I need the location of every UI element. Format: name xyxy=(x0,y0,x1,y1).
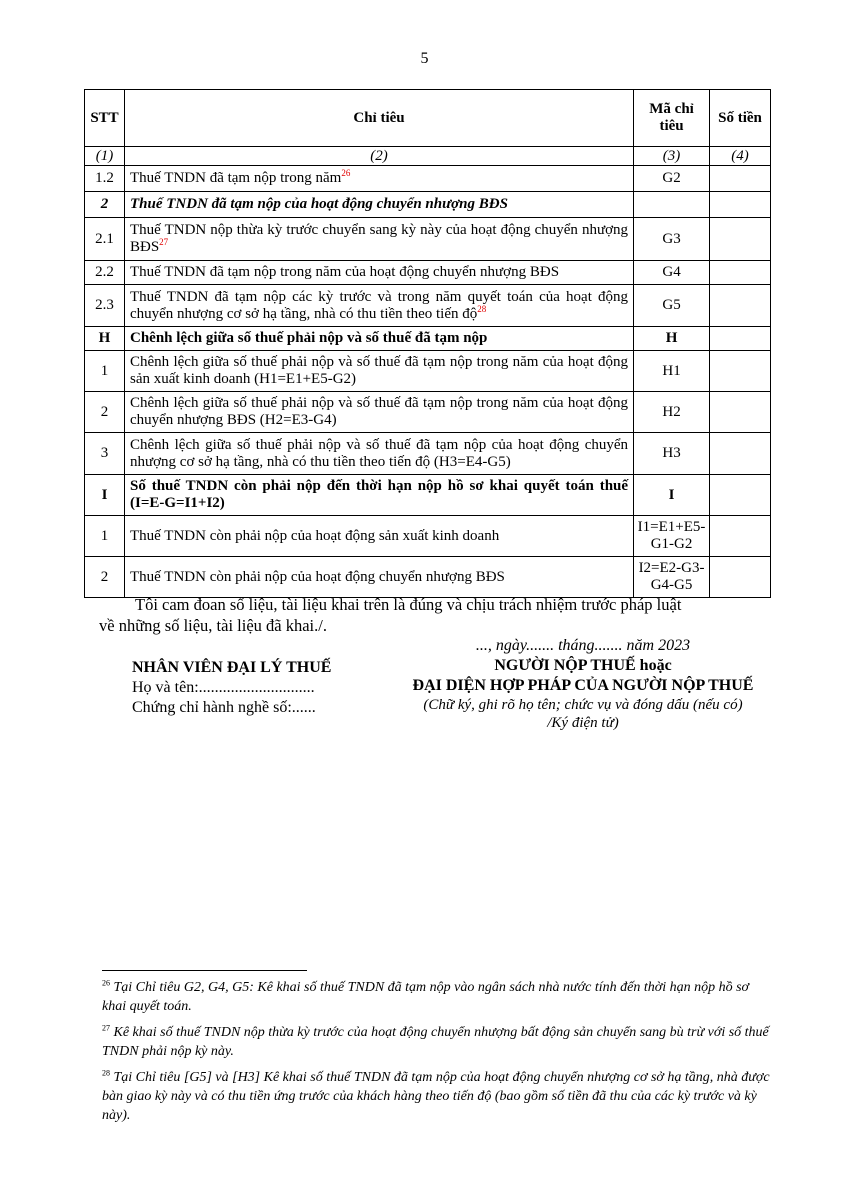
row-stt: 1 xyxy=(85,516,125,557)
agent-cert-line: Chứng chỉ hành nghề số:...... xyxy=(132,699,316,716)
row-amount xyxy=(710,192,771,218)
row-stt: 3 xyxy=(85,433,125,475)
row-stt: I xyxy=(85,475,125,516)
row-stt: 2 xyxy=(85,392,125,433)
row-text: Thuế TNDN đã tạm nộp trong năm$^{26}$ xyxy=(124,166,633,192)
table-row xyxy=(85,192,771,218)
agent-name-line: Họ và tên:............................. xyxy=(132,679,315,696)
table-row xyxy=(85,392,771,433)
row-code: H3 xyxy=(634,433,710,475)
footnote-divider xyxy=(102,970,307,971)
row-code: H1 xyxy=(634,351,710,392)
row-text: Thuế TNDN nộp thừa kỳ trước chuyển sang kỳ này của hoạt động chuyển nhượng BĐS$^{27}$ xyxy=(124,218,633,261)
row-stt: 2.2 xyxy=(85,261,125,285)
row-amount xyxy=(710,261,771,285)
row-code: I2=E2-G3-G4-G5 xyxy=(634,557,710,598)
signature-note-2: /Ký điện tử) xyxy=(547,715,619,731)
row-code: G2 xyxy=(634,166,710,192)
row-amount xyxy=(710,351,771,392)
row-stt: 2.3 xyxy=(85,285,125,327)
row-stt: 2.1 xyxy=(85,218,125,261)
footnote-ref[interactable]: 26 xyxy=(341,168,351,178)
index-2: (2) xyxy=(124,147,633,166)
row-code: G3 xyxy=(634,218,710,261)
row-text: Thuế TNDN đã tạm nộp các kỳ trước và trong năm quyết toán của hoạt động chuyển nhượng cơ sở hạ tầng, nhà có thu tiền theo tiến độ$^{28}$ xyxy=(124,285,633,327)
row-code: H xyxy=(634,327,710,351)
header-stt: STT xyxy=(85,90,125,147)
table-row xyxy=(85,516,771,557)
agent-signature-block xyxy=(132,658,372,718)
row-stt: 1 xyxy=(85,351,125,392)
pledge-line-2: về những số liệu, tài liệu đã khai./. xyxy=(99,616,327,635)
header-ma-chi-tieu: Mã chỉ tiêu xyxy=(634,90,710,147)
pledge-line-1: Tôi cam đoan số liệu, tài liệu khai trên là đúng và chịu trách nhiệm trước pháp luật xyxy=(135,595,682,614)
table-row xyxy=(85,351,771,392)
row-code: G5 xyxy=(634,285,710,327)
table-row xyxy=(85,261,771,285)
row-code: G4 xyxy=(634,261,710,285)
row-amount xyxy=(710,166,771,192)
footnotes xyxy=(102,978,770,1132)
row-code xyxy=(634,192,710,218)
index-4: (4) xyxy=(710,147,771,166)
agent-title: NHÂN VIÊN ĐẠI LÝ THUẾ xyxy=(132,659,332,676)
table-index-row xyxy=(85,147,771,166)
row-amount xyxy=(710,516,771,557)
header-so-tien: Số tiền xyxy=(710,90,771,147)
footnote-26: $^{26}$ Tại Chỉ tiêu G2, G4, G5: Kê khai số thuế TNDN đã tạm nộp vào ngân sách nhà nước tính đến thời hạn nộp hồ sơ khai quyết toán. xyxy=(102,978,750,1014)
table-row xyxy=(85,433,771,475)
table-row xyxy=(85,557,771,598)
table-header-row xyxy=(85,90,771,147)
row-amount xyxy=(710,433,771,475)
taxpayer-signature-block xyxy=(378,636,788,732)
row-amount xyxy=(710,327,771,351)
row-text: Số thuế TNDN còn phải nộp đến thời hạn nộp hồ sơ khai quyết toán thuế (I=E-G=I1+I2) xyxy=(124,475,633,516)
date-line: ..., ngày....... tháng....... năm 2023 xyxy=(475,637,691,654)
row-amount xyxy=(710,475,771,516)
row-code: I1=E1+E5-G1-G2 xyxy=(634,516,710,557)
index-1: (1) xyxy=(85,147,125,166)
row-text: Thuế TNDN đã tạm nộp của hoạt động chuyển nhượng BĐS xyxy=(124,192,633,218)
row-text: Chênh lệch giữa số thuế phải nộp và số thuế đã tạm nộp trong năm của hoạt động sản xuất kinh doanh (H1=E1+E5-G2) xyxy=(124,351,633,392)
row-stt: 2 xyxy=(85,557,125,598)
row-code: I xyxy=(634,475,710,516)
page-number: 5 xyxy=(420,50,429,67)
footnote-ref[interactable]: 28 xyxy=(477,303,487,314)
row-text: Thuế TNDN đã tạm nộp trong năm của hoạt động chuyển nhượng BĐS xyxy=(124,261,633,285)
table-row xyxy=(85,285,771,327)
row-text: Thuế TNDN còn phải nộp của hoạt động sản xuất kinh doanh xyxy=(124,516,633,557)
footnote-ref[interactable]: 27 xyxy=(159,237,169,247)
table-row xyxy=(85,218,771,261)
index-3: (3) xyxy=(634,147,710,166)
row-stt: 2 xyxy=(85,192,125,218)
taxpayer-title-1: NGƯỜI NỘP THUẾ hoặc xyxy=(494,657,672,674)
row-amount xyxy=(710,285,771,327)
pledge-paragraph xyxy=(99,594,771,636)
row-amount xyxy=(710,557,771,598)
header-chi-tieu: Chỉ tiêu xyxy=(124,90,633,147)
footnote-27: $^{27}$ Kê khai số thuế TNDN nộp thừa kỳ trước của hoạt động chuyển nhượng bất động sản chuyển sang bù trừ với số thuế TNDN phải nộp kỳ này. xyxy=(102,1023,769,1059)
row-text: Chênh lệch giữa số thuế phải nộp và số thuế đã tạm nộp của hoạt động chuyển nhượng cơ sở hạ tầng, nhà có thu tiền theo tiến độ (H3=E4-G5) xyxy=(124,433,633,475)
row-amount xyxy=(710,392,771,433)
signature-note-1: (Chữ ký, ghi rõ họ tên; chức vụ và đóng dấu (nếu có) xyxy=(423,697,743,713)
footnote-28: $^{28}$ Tại Chỉ tiêu [G5] và [H3] Kê khai số thuế TNDN đã tạm nộp của hoạt động chuyển nhượng cơ sở hạ tầng, nhà được bàn giao kỳ này và có thu tiền ứng trước của khách hàng theo tiến độ (bao gồm số tiền đã thu của các kỳ trước và kỳ này). xyxy=(102,1068,770,1123)
tax-table xyxy=(84,89,771,598)
row-text: Chênh lệch giữa số thuế phải nộp và số thuế đã tạm nộp trong năm của hoạt động chuyển nhượng BĐS (H2=E3-G4) xyxy=(124,392,633,433)
row-amount xyxy=(710,218,771,261)
taxpayer-title-2: ĐẠI DIỆN HỢP PHÁP CỦA NGƯỜI NỘP THUẾ xyxy=(412,677,754,694)
row-text: Chênh lệch giữa số thuế phải nộp và số thuế đã tạm nộp xyxy=(124,327,633,351)
row-text: Thuế TNDN còn phải nộp của hoạt động chuyển nhượng BĐS xyxy=(124,557,633,598)
table-row xyxy=(85,327,771,351)
row-stt: 1.2 xyxy=(85,166,125,192)
row-code: H2 xyxy=(634,392,710,433)
table-row xyxy=(85,166,771,192)
row-stt: H xyxy=(85,327,125,351)
table-row xyxy=(85,475,771,516)
